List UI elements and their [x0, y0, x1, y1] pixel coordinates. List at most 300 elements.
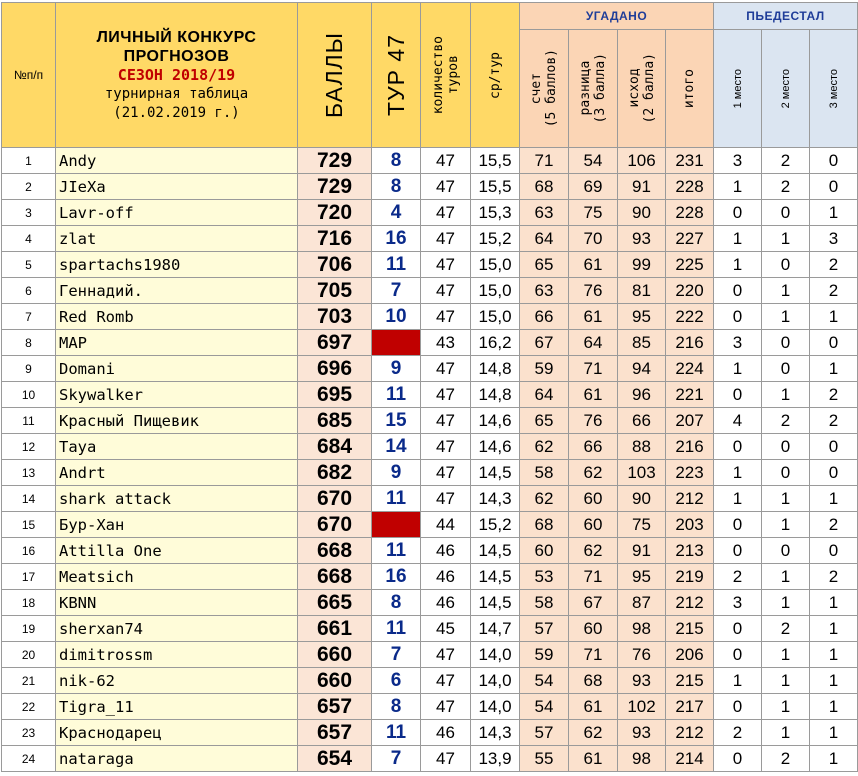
cell-place2: 0 [762, 538, 810, 564]
cell-exact: 62 [520, 486, 569, 512]
cell-number: 4 [2, 226, 56, 252]
cell-exact: 55 [520, 746, 569, 772]
cell-total: 225 [666, 252, 714, 278]
cell-place2: 0 [762, 330, 810, 356]
cell-place2: 1 [762, 694, 810, 720]
cell-name: nataraga [56, 746, 298, 772]
cell-score: 695 [298, 382, 372, 408]
col-header-place1: 1 место [714, 30, 762, 148]
cell-place3: 2 [810, 278, 858, 304]
cell-tour: 16 [372, 226, 421, 252]
cell-tour: 11 [372, 616, 421, 642]
cell-tour: 6 [372, 668, 421, 694]
cell-exact: 63 [520, 278, 569, 304]
cell-tour: 11 [372, 252, 421, 278]
col-header-score: БАЛЛЫ [298, 3, 372, 148]
cell-diff: 67 [569, 590, 618, 616]
cell-avg: 13,9 [471, 746, 520, 772]
cell-diff: 54 [569, 148, 618, 174]
cell-score: 682 [298, 460, 372, 486]
cell-tour: 7 [372, 746, 421, 772]
cell-outcome: 93 [618, 668, 666, 694]
cell-number: 7 [2, 304, 56, 330]
cell-name: spartachs1980 [56, 252, 298, 278]
cell-exact: 64 [520, 382, 569, 408]
cell-total: 221 [666, 382, 714, 408]
table-row [2, 694, 858, 720]
cell-name: Andrt [56, 460, 298, 486]
cell-outcome: 93 [618, 226, 666, 252]
cell-avg: 14,8 [471, 382, 520, 408]
cell-total: 215 [666, 616, 714, 642]
table-row [2, 148, 858, 174]
cell-tours-count: 47 [421, 408, 471, 434]
table-row [2, 252, 858, 278]
cell-exact: 59 [520, 642, 569, 668]
table-row [2, 330, 858, 356]
group-header-podium: ПЬЕДЕСТАЛ [714, 3, 858, 30]
cell-score: 668 [298, 538, 372, 564]
cell-diff: 75 [569, 200, 618, 226]
cell-outcome: 76 [618, 642, 666, 668]
cell-place1: 1 [714, 460, 762, 486]
table-row [2, 174, 858, 200]
cell-score: 703 [298, 304, 372, 330]
cell-place1: 2 [714, 564, 762, 590]
cell-total: 206 [666, 642, 714, 668]
cell-place3: 0 [810, 330, 858, 356]
cell-tour: 11 [372, 486, 421, 512]
cell-total: 216 [666, 434, 714, 460]
table-row [2, 486, 858, 512]
cell-place1: 3 [714, 590, 762, 616]
cell-avg: 14,0 [471, 694, 520, 720]
cell-tours-count: 46 [421, 720, 471, 746]
cell-score: 665 [298, 590, 372, 616]
cell-place1: 1 [714, 356, 762, 382]
cell-diff: 76 [569, 278, 618, 304]
cell-score: 661 [298, 616, 372, 642]
cell-avg: 14,7 [471, 616, 520, 642]
cell-name: Taya [56, 434, 298, 460]
cell-place3: 1 [810, 200, 858, 226]
cell-place2: 1 [762, 590, 810, 616]
cell-avg: 14,8 [471, 356, 520, 382]
cell-number: 17 [2, 564, 56, 590]
cell-place1: 0 [714, 538, 762, 564]
cell-avg: 15,0 [471, 278, 520, 304]
cell-place3: 1 [810, 590, 858, 616]
cell-total: 215 [666, 668, 714, 694]
cell-place3: 0 [810, 174, 858, 200]
cell-place2: 1 [762, 226, 810, 252]
cell-number: 1 [2, 148, 56, 174]
cell-number: 14 [2, 486, 56, 512]
cell-place3: 1 [810, 616, 858, 642]
cell-outcome: 98 [618, 616, 666, 642]
cell-number: 20 [2, 642, 56, 668]
cell-total: 219 [666, 564, 714, 590]
cell-tour: 8 [372, 590, 421, 616]
cell-avg: 14,6 [471, 434, 520, 460]
cell-exact: 54 [520, 668, 569, 694]
cell-tour: 11 [372, 382, 421, 408]
cell-outcome: 91 [618, 538, 666, 564]
cell-place2: 2 [762, 616, 810, 642]
cell-name: zlat [56, 226, 298, 252]
cell-place3: 1 [810, 356, 858, 382]
cell-number: 9 [2, 356, 56, 382]
cell-total: 216 [666, 330, 714, 356]
cell-total: 228 [666, 200, 714, 226]
cell-diff: 69 [569, 174, 618, 200]
cell-total: 224 [666, 356, 714, 382]
cell-tours-count: 47 [421, 174, 471, 200]
col-header-tours-count: количество туров [421, 3, 471, 148]
cell-number: 6 [2, 278, 56, 304]
cell-total: 231 [666, 148, 714, 174]
cell-exact: 65 [520, 408, 569, 434]
cell-number: 11 [2, 408, 56, 434]
cell-number: 18 [2, 590, 56, 616]
cell-tours-count: 47 [421, 694, 471, 720]
cell-tour: 11 [372, 720, 421, 746]
cell-tours-count: 47 [421, 642, 471, 668]
cell-number: 15 [2, 512, 56, 538]
cell-name: Meatsich [56, 564, 298, 590]
cell-place3: 2 [810, 382, 858, 408]
cell-score: 706 [298, 252, 372, 278]
cell-tour: 16 [372, 564, 421, 590]
cell-total: 217 [666, 694, 714, 720]
cell-total: 207 [666, 408, 714, 434]
cell-tours-count: 46 [421, 590, 471, 616]
cell-place1: 0 [714, 694, 762, 720]
cell-score: 668 [298, 564, 372, 590]
cell-place2: 2 [762, 174, 810, 200]
cell-diff: 61 [569, 694, 618, 720]
cell-place3: 3 [810, 226, 858, 252]
table-row [2, 356, 858, 382]
col-header-avg: ср/тур [471, 3, 520, 148]
cell-name: Красный Пищевик [56, 408, 298, 434]
table-row [2, 382, 858, 408]
cell-tour: 15 [372, 408, 421, 434]
cell-outcome: 85 [618, 330, 666, 356]
cell-place1: 0 [714, 278, 762, 304]
cell-outcome: 94 [618, 356, 666, 382]
cell-tour: 8 [372, 174, 421, 200]
cell-place1: 1 [714, 174, 762, 200]
cell-tour [372, 512, 421, 538]
cell-avg: 14,5 [471, 538, 520, 564]
cell-name: Domani [56, 356, 298, 382]
cell-number: 24 [2, 746, 56, 772]
cell-tours-count: 47 [421, 460, 471, 486]
cell-outcome: 95 [618, 564, 666, 590]
cell-name: nik-62 [56, 668, 298, 694]
cell-outcome: 66 [618, 408, 666, 434]
cell-place2: 2 [762, 148, 810, 174]
cell-score: 729 [298, 174, 372, 200]
cell-avg: 14,0 [471, 668, 520, 694]
cell-total: 213 [666, 538, 714, 564]
cell-exact: 65 [520, 252, 569, 278]
table-row [2, 720, 858, 746]
cell-total: 212 [666, 590, 714, 616]
cell-tours-count: 47 [421, 278, 471, 304]
col-header-total: итого [666, 30, 714, 148]
cell-avg: 15,0 [471, 252, 520, 278]
cell-exact: 71 [520, 148, 569, 174]
cell-place3: 2 [810, 408, 858, 434]
cell-avg: 15,5 [471, 174, 520, 200]
cell-diff: 61 [569, 304, 618, 330]
cell-outcome: 87 [618, 590, 666, 616]
cell-exact: 63 [520, 200, 569, 226]
cell-place2: 2 [762, 746, 810, 772]
cell-place3: 1 [810, 668, 858, 694]
cell-name: dimitrossm [56, 642, 298, 668]
cell-outcome: 99 [618, 252, 666, 278]
cell-number: 13 [2, 460, 56, 486]
table-row [2, 200, 858, 226]
cell-exact: 67 [520, 330, 569, 356]
table-row [2, 304, 858, 330]
cell-place1: 3 [714, 330, 762, 356]
cell-avg: 16,2 [471, 330, 520, 356]
cell-number: 5 [2, 252, 56, 278]
cell-number: 8 [2, 330, 56, 356]
cell-avg: 15,2 [471, 512, 520, 538]
col-header-tour: ТУР 47 [372, 3, 421, 148]
cell-name: Andy [56, 148, 298, 174]
cell-outcome: 95 [618, 304, 666, 330]
cell-diff: 62 [569, 460, 618, 486]
cell-tours-count: 47 [421, 486, 471, 512]
cell-number: 19 [2, 616, 56, 642]
cell-place3: 0 [810, 148, 858, 174]
cell-place2: 0 [762, 434, 810, 460]
cell-place2: 1 [762, 564, 810, 590]
standings-table [1, 2, 858, 772]
cell-place2: 1 [762, 382, 810, 408]
cell-place2: 1 [762, 278, 810, 304]
cell-number: 3 [2, 200, 56, 226]
cell-outcome: 81 [618, 278, 666, 304]
cell-place3: 1 [810, 694, 858, 720]
cell-place2: 1 [762, 486, 810, 512]
cell-place3: 2 [810, 512, 858, 538]
cell-avg: 15,5 [471, 148, 520, 174]
cell-place2: 0 [762, 460, 810, 486]
season-label: СЕЗОН 2018/19 [117, 65, 236, 84]
date-label: (21.02.2019 г.) [113, 104, 240, 121]
cell-exact: 54 [520, 694, 569, 720]
cell-outcome: 75 [618, 512, 666, 538]
table-row [2, 512, 858, 538]
col-header-outcome: исход (2 балла) [618, 30, 666, 148]
cell-diff: 70 [569, 226, 618, 252]
cell-number: 12 [2, 434, 56, 460]
cell-tours-count: 47 [421, 304, 471, 330]
cell-avg: 14,0 [471, 642, 520, 668]
cell-tours-count: 47 [421, 226, 471, 252]
cell-number: 10 [2, 382, 56, 408]
cell-total: 227 [666, 226, 714, 252]
cell-tour: 8 [372, 148, 421, 174]
table-row [2, 434, 858, 460]
cell-total: 203 [666, 512, 714, 538]
cell-name: Lavr-off [56, 200, 298, 226]
cell-avg: 15,2 [471, 226, 520, 252]
cell-place1: 1 [714, 668, 762, 694]
cell-tour: 9 [372, 356, 421, 382]
cell-exact: 68 [520, 174, 569, 200]
cell-name: Краснодарец [56, 720, 298, 746]
subtitle: турнирная таблица [104, 85, 249, 102]
cell-score: 697 [298, 330, 372, 356]
cell-diff: 61 [569, 382, 618, 408]
cell-tours-count: 46 [421, 564, 471, 590]
cell-diff: 62 [569, 538, 618, 564]
cell-tours-count: 47 [421, 252, 471, 278]
table-row [2, 460, 858, 486]
cell-outcome: 93 [618, 720, 666, 746]
col-header-exact: счет (5 баллов) [520, 30, 569, 148]
cell-outcome: 91 [618, 174, 666, 200]
cell-place1: 0 [714, 512, 762, 538]
cell-exact: 64 [520, 226, 569, 252]
cell-place2: 0 [762, 252, 810, 278]
cell-tours-count: 47 [421, 434, 471, 460]
cell-total: 223 [666, 460, 714, 486]
cell-place1: 3 [714, 148, 762, 174]
cell-tour: 7 [372, 642, 421, 668]
cell-tours-count: 43 [421, 330, 471, 356]
table-row [2, 668, 858, 694]
cell-number: 21 [2, 668, 56, 694]
cell-exact: 58 [520, 460, 569, 486]
cell-diff: 60 [569, 512, 618, 538]
cell-place3: 1 [810, 746, 858, 772]
cell-avg: 14,5 [471, 564, 520, 590]
cell-place3: 1 [810, 304, 858, 330]
cell-place2: 1 [762, 642, 810, 668]
cell-total: 214 [666, 746, 714, 772]
cell-place1: 0 [714, 746, 762, 772]
cell-exact: 62 [520, 434, 569, 460]
cell-exact: 53 [520, 564, 569, 590]
table-row [2, 278, 858, 304]
cell-tours-count: 47 [421, 382, 471, 408]
cell-name: shark attack [56, 486, 298, 512]
cell-score: 705 [298, 278, 372, 304]
cell-name: Tigra_11 [56, 694, 298, 720]
title-line-2: ПРОГНОЗОВ [123, 47, 230, 65]
cell-diff: 60 [569, 486, 618, 512]
cell-place2: 0 [762, 356, 810, 382]
cell-name: MAP [56, 330, 298, 356]
cell-place2: 1 [762, 668, 810, 694]
cell-score: 660 [298, 668, 372, 694]
col-header-place3: 3 место [810, 30, 858, 148]
cell-diff: 68 [569, 668, 618, 694]
cell-score: 729 [298, 148, 372, 174]
cell-score: 696 [298, 356, 372, 382]
cell-total: 228 [666, 174, 714, 200]
cell-tour [372, 330, 421, 356]
cell-diff: 71 [569, 642, 618, 668]
cell-exact: 57 [520, 720, 569, 746]
cell-name: KBNN [56, 590, 298, 616]
cell-tours-count: 44 [421, 512, 471, 538]
cell-place2: 1 [762, 304, 810, 330]
cell-diff: 60 [569, 616, 618, 642]
cell-place1: 1 [714, 226, 762, 252]
cell-tours-count: 47 [421, 148, 471, 174]
table-row [2, 746, 858, 772]
cell-avg: 15,3 [471, 200, 520, 226]
table-row [2, 538, 858, 564]
cell-outcome: 90 [618, 200, 666, 226]
cell-tours-count: 45 [421, 616, 471, 642]
cell-number: 22 [2, 694, 56, 720]
cell-diff: 64 [569, 330, 618, 356]
cell-total: 212 [666, 720, 714, 746]
cell-place3: 1 [810, 720, 858, 746]
cell-score: 657 [298, 694, 372, 720]
cell-tour: 11 [372, 538, 421, 564]
cell-tours-count: 47 [421, 200, 471, 226]
cell-avg: 14,5 [471, 460, 520, 486]
cell-outcome: 90 [618, 486, 666, 512]
cell-place2: 1 [762, 720, 810, 746]
cell-tour: 4 [372, 200, 421, 226]
table-row [2, 590, 858, 616]
cell-exact: 68 [520, 512, 569, 538]
cell-outcome: 103 [618, 460, 666, 486]
cell-outcome: 88 [618, 434, 666, 460]
cell-exact: 59 [520, 356, 569, 382]
cell-total: 220 [666, 278, 714, 304]
cell-score: 670 [298, 486, 372, 512]
cell-avg: 14,3 [471, 486, 520, 512]
cell-name: Skywalker [56, 382, 298, 408]
cell-tour: 9 [372, 460, 421, 486]
cell-outcome: 106 [618, 148, 666, 174]
cell-outcome: 96 [618, 382, 666, 408]
cell-name: Геннадий. [56, 278, 298, 304]
cell-name: Бур-Хан [56, 512, 298, 538]
header-row-top [2, 3, 858, 30]
group-header-guessed: УГАДАНО [520, 3, 714, 30]
cell-place3: 0 [810, 460, 858, 486]
cell-place2: 2 [762, 408, 810, 434]
cell-avg: 15,0 [471, 304, 520, 330]
cell-tours-count: 47 [421, 356, 471, 382]
cell-outcome: 102 [618, 694, 666, 720]
table-row [2, 408, 858, 434]
cell-tours-count: 47 [421, 746, 471, 772]
cell-place3: 2 [810, 564, 858, 590]
col-header-diff: разница (3 балла) [569, 30, 618, 148]
cell-place1: 2 [714, 720, 762, 746]
cell-number: 2 [2, 174, 56, 200]
title-line-1: ЛИЧНЫЙ КОНКУРС [96, 28, 257, 46]
cell-avg: 14,3 [471, 720, 520, 746]
cell-exact: 60 [520, 538, 569, 564]
